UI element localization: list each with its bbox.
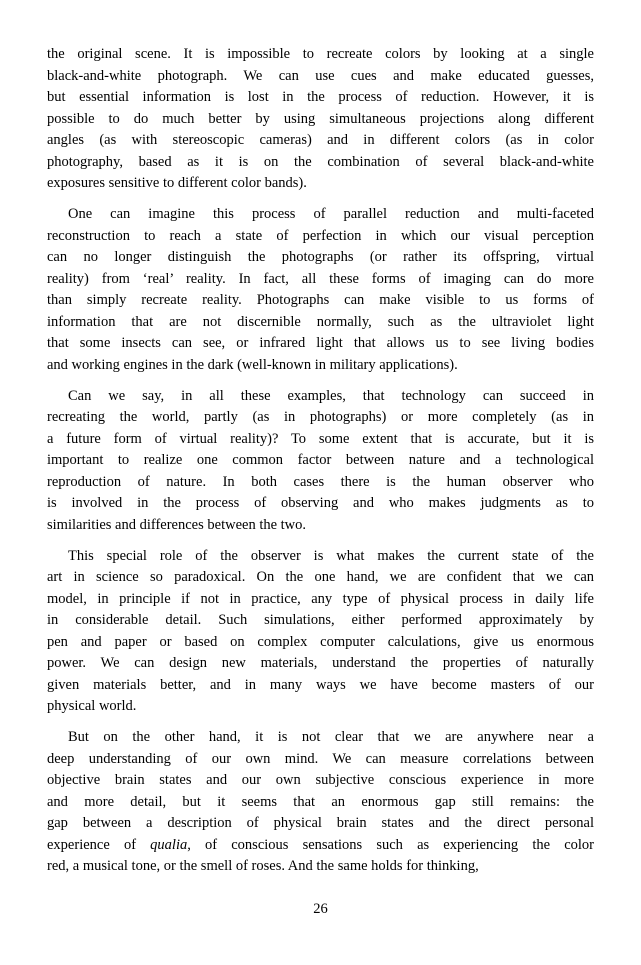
text-line: art in science so paradoxical. On the one hand, we are confident that we can: [47, 569, 594, 585]
text-line: Can we say, in all these examples, that technology can succeed in: [68, 387, 594, 404]
text-line: than simply recreate reality. Photographs can make visible to us forms of: [47, 292, 594, 308]
text-line: deep understanding of our own mind. We can measure correlations between: [47, 750, 594, 767]
page-text: [47, 44, 594, 878]
text-line: a future form of virtual reality)? To some extent that is accurate, but it is: [47, 430, 594, 447]
paragraph: [47, 546, 594, 718]
text-line: But on the other hand, it is not clear that we are anywhere near a: [68, 729, 594, 745]
text-line: reproduction of nature. In both cases there is the human observer who: [47, 473, 594, 490]
text-line: possible to do much better by using simultaneous projections along different: [47, 110, 594, 127]
text-line: important to realize one common factor between nature and a technological: [47, 452, 594, 468]
text-line: gap between a description of physical brain states and the direct personal: [47, 815, 594, 831]
text-line: pen and paper or based on complex computer calculations, give us enormous: [47, 633, 594, 650]
paragraph: [47, 204, 594, 376]
text-line: and more detail, but it seems that an enormous gap still remains: the: [47, 793, 594, 810]
text-line: experience of qualia, of conscious sensations such as experiencing the color: [47, 836, 594, 853]
text-line: This special role of the observer is what makes the current state of the: [68, 547, 594, 564]
text-line: given materials better, and in many ways we have become masters of our: [47, 676, 594, 693]
page-number: 26: [313, 901, 328, 917]
text-line: power. We can design new materials, understand the properties of naturally: [47, 655, 594, 671]
paragraph: [47, 727, 594, 878]
text-line: information that are not discernible normally, such as the ultraviolet light: [47, 313, 594, 330]
text-line: model, in principle if not in practice, any type of physical process in daily life: [47, 590, 594, 607]
text-line: objective brain states and our own subjective conscious experience in more: [47, 772, 594, 788]
text-line: can no longer distinguish the photographs (or rather its offspring, virtual: [47, 249, 594, 265]
text-line: photography, based as it is on the combination of several black-and-white: [47, 153, 594, 170]
text-line: is involved in the process of observing and who makes judgments as to: [47, 495, 594, 511]
text-line: angles (as with stereoscopic cameras) and in different colors (as in color: [47, 132, 594, 148]
text-line: similarities and differences between the two.: [47, 516, 307, 533]
text-line: One can imagine this process of parallel reduction and multi-faceted: [68, 206, 594, 222]
text-line: reconstruction to reach a state of perfection in which our visual perception: [47, 227, 594, 244]
text-line: that some insects can see, or infrared light that allows us to see living bodies: [47, 335, 594, 351]
text-line: in considerable detail. Such simulations, either performed approximately by: [47, 612, 594, 628]
paragraph: [47, 386, 594, 537]
text-line: recreating the world, partly (as in photographs) or more completely (as in: [47, 409, 594, 425]
text-line: black-and-white photograph. We can use cues and make educated guesses,: [47, 67, 594, 84]
paragraph: [47, 44, 594, 195]
text-line: red, a musical tone, or the smell of roses. And the same holds for thinking,: [47, 858, 479, 874]
text-line: and working engines in the dark (well-known in military applications).: [47, 356, 458, 373]
text-line: but essential information is lost in the process of reduction. However, it is: [47, 89, 594, 105]
text-line: physical world.: [47, 698, 137, 714]
text-line: exposures sensitive to different color bands).: [47, 175, 307, 191]
text-line: the original scene. It is impossible to recreate colors by looking at a single: [47, 46, 594, 62]
text-line: reality) from ‘real’ reality. In fact, all these forms of imaging can do more: [47, 270, 594, 287]
